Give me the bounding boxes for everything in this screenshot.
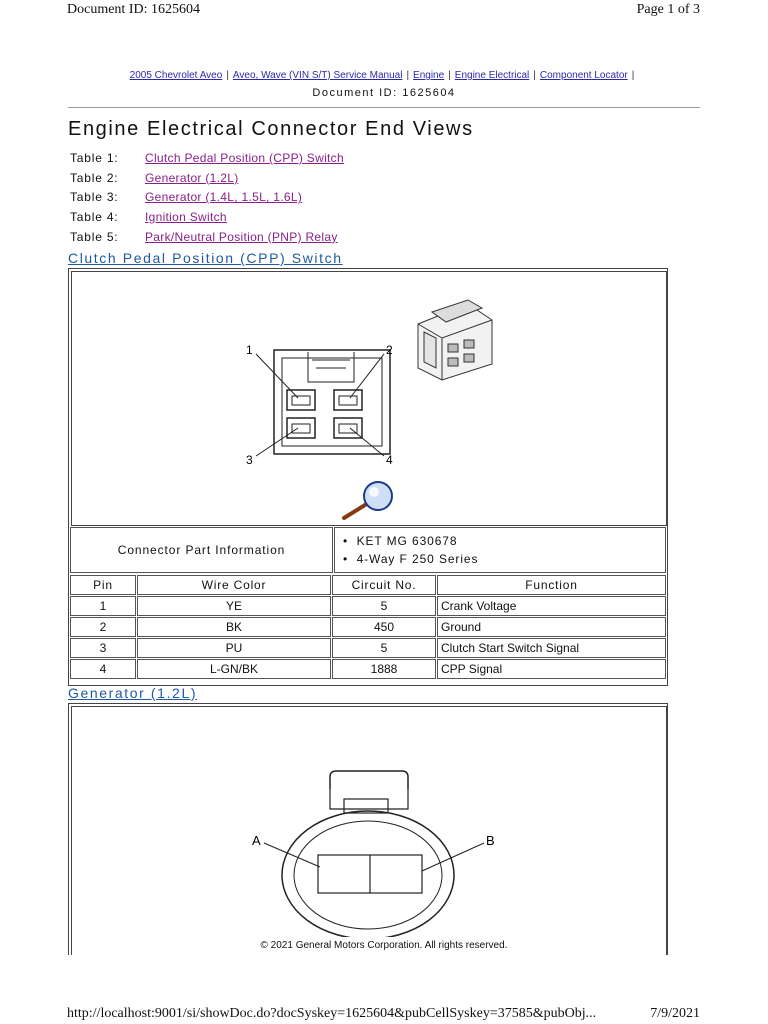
- column-header-circuit: Circuit No.: [332, 575, 436, 595]
- pin-callout-2: 2: [386, 343, 393, 357]
- connector-info-item: • 4-Way F 250 Series: [343, 552, 479, 566]
- toc-item: [70, 171, 344, 191]
- toc-label: Table 3:: [70, 190, 119, 205]
- table-row: [70, 638, 666, 658]
- toc-link-cpp-switch[interactable]: Clutch Pedal Position (CPP) Switch: [145, 151, 344, 165]
- toc-link-ignition-switch[interactable]: Ignition Switch: [145, 210, 227, 225]
- breadcrumb-link-vehicle[interactable]: 2005 Chevrolet Aveo: [129, 70, 223, 81]
- cell-circuit: 1888: [332, 659, 436, 679]
- column-header-function: Function: [437, 575, 666, 595]
- column-header-pin: Pin: [70, 575, 136, 595]
- toc-link-generator-14[interactable]: Generator (1.4L, 1.5L, 1.6L): [145, 190, 303, 205]
- cell-pin: 2: [70, 617, 136, 637]
- table-header-row: [70, 575, 666, 595]
- print-footer-url: http://localhost:9001/si/showDoc.do?docSyskey=1625604&pubCellSyskey=37585&pubObj...: [67, 1006, 597, 1021]
- table-of-contents: [70, 151, 344, 249]
- section-anchor-generator[interactable]: Generator (1.2L): [68, 685, 198, 701]
- cell-wire-color: BK: [137, 617, 331, 637]
- toc-label: Table 4:: [70, 210, 119, 225]
- toc-item: [70, 190, 344, 210]
- cpp-connector-diagram: [72, 272, 664, 523]
- print-header-page: Page 1 of 3: [636, 2, 700, 17]
- connector-info-table: [69, 526, 667, 574]
- cell-function: Ground: [437, 617, 666, 637]
- connector-info-values: [334, 527, 666, 573]
- toc-link-pnp-relay[interactable]: Park/Neutral Position (PNP) Relay: [145, 229, 338, 244]
- column-header-wire-color: Wire Color: [137, 575, 331, 595]
- toc-item: [70, 151, 344, 171]
- breadcrumb-link-engine[interactable]: Engine: [413, 70, 445, 81]
- magnifier-icon[interactable]: [344, 482, 392, 518]
- print-header-docid: Document ID: 1625604: [67, 2, 200, 17]
- document-id: Document ID: 1625604: [312, 87, 456, 99]
- connector-series: 4-Way F 250 Series: [356, 552, 479, 566]
- cell-function: Crank Voltage: [437, 596, 666, 616]
- pin-callout-a: A: [252, 833, 261, 848]
- pinout-table: [69, 574, 667, 680]
- cell-wire-color: PU: [137, 638, 331, 658]
- toc-link-generator-12[interactable]: Generator (1.2L): [145, 170, 239, 185]
- copyright-notice: © 2021 General Motors Corporation. All rights reserved.: [260, 940, 508, 951]
- table-row: [70, 596, 666, 616]
- toc-label: Table 5:: [70, 229, 119, 244]
- page-title: Engine Electrical Connector End Views: [68, 118, 474, 140]
- table-row: [70, 617, 666, 637]
- connector-3d-image: [418, 300, 492, 380]
- generator-connector-diagram: [72, 707, 664, 937]
- breadcrumb-link-engine-electrical[interactable]: Engine Electrical: [454, 70, 530, 81]
- toc-item: [70, 230, 344, 250]
- connector-info-item: • KET MG 630678: [343, 534, 458, 548]
- cell-circuit: 5: [332, 596, 436, 616]
- toc-item: [70, 210, 344, 230]
- cell-circuit: 5: [332, 638, 436, 658]
- cell-pin: 4: [70, 659, 136, 679]
- divider: [68, 107, 700, 108]
- connector-part-number: KET MG 630678: [356, 534, 458, 548]
- toc-label: Table 2:: [70, 170, 119, 185]
- cell-circuit: 450: [332, 617, 436, 637]
- cell-pin: 1: [70, 596, 136, 616]
- connector-info-label: Connector Part Information: [70, 527, 333, 573]
- pin-callout-4: 4: [386, 453, 393, 467]
- print-footer-date: 7/9/2021: [650, 1006, 700, 1021]
- section-anchor-cpp[interactable]: Clutch Pedal Position (CPP) Switch: [68, 250, 343, 266]
- section-heading-generator: [68, 685, 197, 701]
- breadcrumb-link-component-locator[interactable]: Component Locator: [539, 70, 628, 81]
- cell-function: Clutch Start Switch Signal: [437, 638, 666, 658]
- cell-wire-color: YE: [137, 596, 331, 616]
- cell-wire-color: L-GN/BK: [137, 659, 331, 679]
- pin-callout-3: 3: [246, 453, 253, 467]
- pin-callout-b: B: [486, 833, 495, 848]
- table-row: [70, 659, 666, 679]
- breadcrumb-link-manual[interactable]: Aveo, Wave (VIN S/T) Service Manual: [232, 70, 403, 81]
- cell-pin: 3: [70, 638, 136, 658]
- cell-function: CPP Signal: [437, 659, 666, 679]
- pin-callout-1: 1: [246, 343, 253, 357]
- section-heading-cpp-switch: [68, 250, 343, 266]
- toc-label: Table 1:: [70, 151, 119, 165]
- generator-connector-face: [282, 771, 454, 937]
- breadcrumb: 2005 Chevrolet Aveo | Aveo, Wave (VIN S/T) Service Manual | Engine | Engine Electrical | Component Locator |: [129, 70, 635, 81]
- connector-face: [274, 350, 390, 454]
